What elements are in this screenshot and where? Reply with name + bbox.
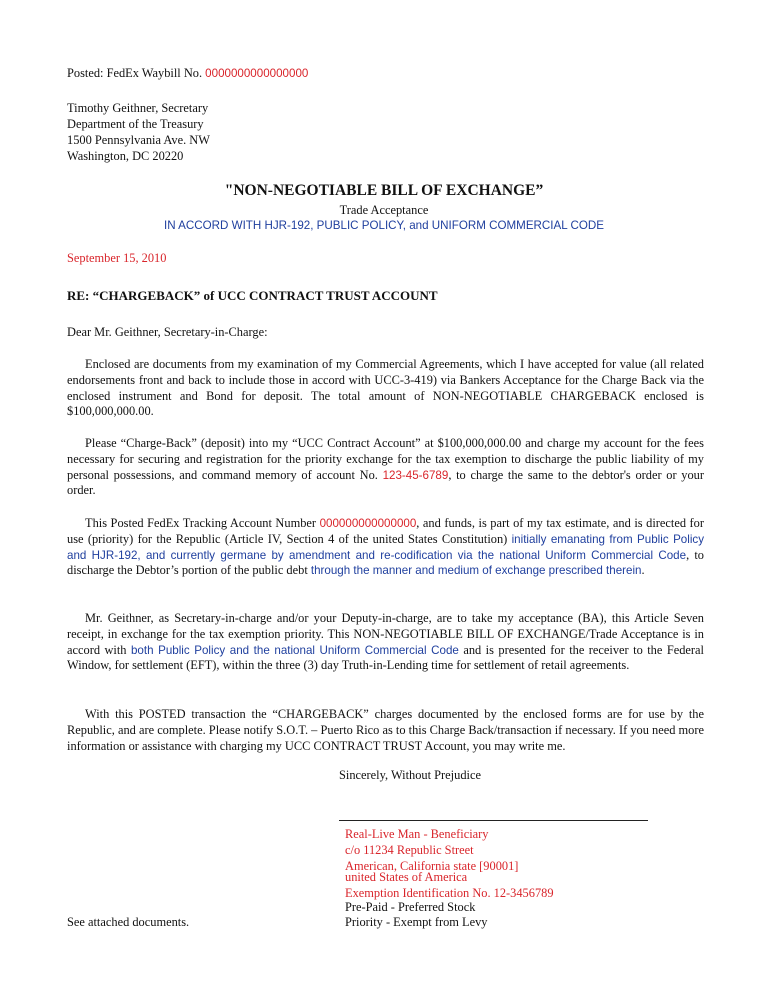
letter-date: September 15, 2010	[67, 251, 167, 265]
paragraph-1: Enclosed are documents from my examination of my Commercial Agreements, which I have accepted for value (all related endorsements front and back to include those in accord with UCC-3-419) via Bankers Acceptance for the Charge Back via the enclosed instrument and Bond for deposit. The total amount of NON-NEGOTIABLE CHARGEBACK enclosed is $100,000,000.00.	[67, 357, 704, 419]
posted-line	[67, 66, 308, 82]
address-city: Washington, DC 20220	[67, 149, 184, 163]
p3-text-b: , and funds, is part of my tax estimate, and is directed for use (priority) for the Republic (Article IV, Section 4 of the united States Constitution)	[67, 516, 705, 546]
attached-note: See attached documents.	[67, 915, 190, 929]
sig-line-1: Real-Live Man - Beneficiary	[345, 827, 489, 841]
p3-blue-e: through the manner and medium of exchange prescribed therein	[310, 564, 642, 578]
waybill-number: 0000000000000000	[205, 67, 309, 80]
p4-blue-b: both Public Policy and the national Uniform Commercial Code	[130, 643, 459, 657]
sig-line-4: united States of America	[345, 870, 468, 884]
salutation: Dear Mr. Geithner, Secretary-in-Charge:	[67, 325, 268, 339]
paragraph-4	[67, 611, 704, 674]
paragraph-2	[67, 436, 704, 499]
sig-line-6: Pre-Paid - Preferred Stock	[345, 900, 476, 914]
paragraph-5: With this POSTED transaction the “CHARGEBACK” charges documented by the enclosed forms are for use by the Republic, and are complete. Please notify S.O.T. – Puerto Rico as to this Charge Back/transaction if necessary. If you need more information or assistance with charging my UCC CONTRACT TRUST Account, you may write me.	[67, 707, 704, 753]
p3-text-a: This Posted FedEx Tracking Account Number	[85, 516, 320, 530]
account-number: 123-45-6789	[382, 468, 449, 482]
signature-line	[339, 820, 648, 821]
p3-blue-c: initially emanating from Public Policy and HJR-192, and currently germane by amendment and re-codification via the national Uniform Commercial Code	[67, 532, 705, 562]
paragraph-3	[67, 516, 704, 579]
p2-text-a: Please “Charge-Back” (deposit) into my “UCC Contract Account” at $100,000,000.00 and charge my account for the fees necessary for securing and registration for the priority exchange for the tax exemption to discharge the public liability of my personal possessions, and command memory of account No.	[67, 436, 704, 482]
sig-line-2: c/o 11234 Republic Street	[345, 843, 474, 857]
sig-line-3: American, California state [90001]	[345, 859, 519, 873]
p2-text-b: , to charge the same to the debtor's order or your order.	[67, 467, 704, 498]
p4-text-c: and is presented for the receiver to the Federal Window, for settlement (EFT), within the three (3) day Truth-in-Lending time for settlement of retail agreements.	[67, 642, 704, 673]
document-title: "NON-NEGOTIABLE BILL OF EXCHANGE”	[224, 182, 544, 199]
p4-text-a: Mr. Geithner, as Secretary-in-charge and/or your Deputy-in-charge, are to take my acceptance (BA), this Article Seven receipt, in exchange for the tax exemption priority. This NON-NEGOTIABLE BILL OF EXCHANGE/Trade Acceptance is in accord with	[67, 611, 704, 657]
address-street: 1500 Pennsylvania Ave. NW	[67, 133, 210, 147]
document-subtitle: Trade Acceptance	[339, 203, 429, 217]
re-line: RE: “CHARGEBACK” of UCC CONTRACT TRUST ACCOUNT	[67, 288, 438, 303]
sig-line-5: Exemption Identification No. 12-3456789	[345, 886, 554, 900]
address-dept: Department of the Treasury	[67, 117, 204, 131]
sig-line-7: Priority - Exempt from Levy	[345, 915, 488, 929]
accord-line: IN ACCORD WITH HJR-192, PUBLIC POLICY, and UNIFORM COMMERCIAL CODE	[164, 219, 604, 232]
p3-text-d: , to discharge the Debtor’s portion of the public debt	[67, 547, 704, 578]
closing: Sincerely, Without Prejudice	[339, 768, 481, 782]
p3-text-f: .	[641, 563, 645, 578]
tracking-number: 000000000000000	[319, 517, 417, 530]
address-name: Timothy Geithner, Secretary	[67, 101, 209, 115]
posted-label: Posted: FedEx Waybill No.	[67, 66, 206, 80]
